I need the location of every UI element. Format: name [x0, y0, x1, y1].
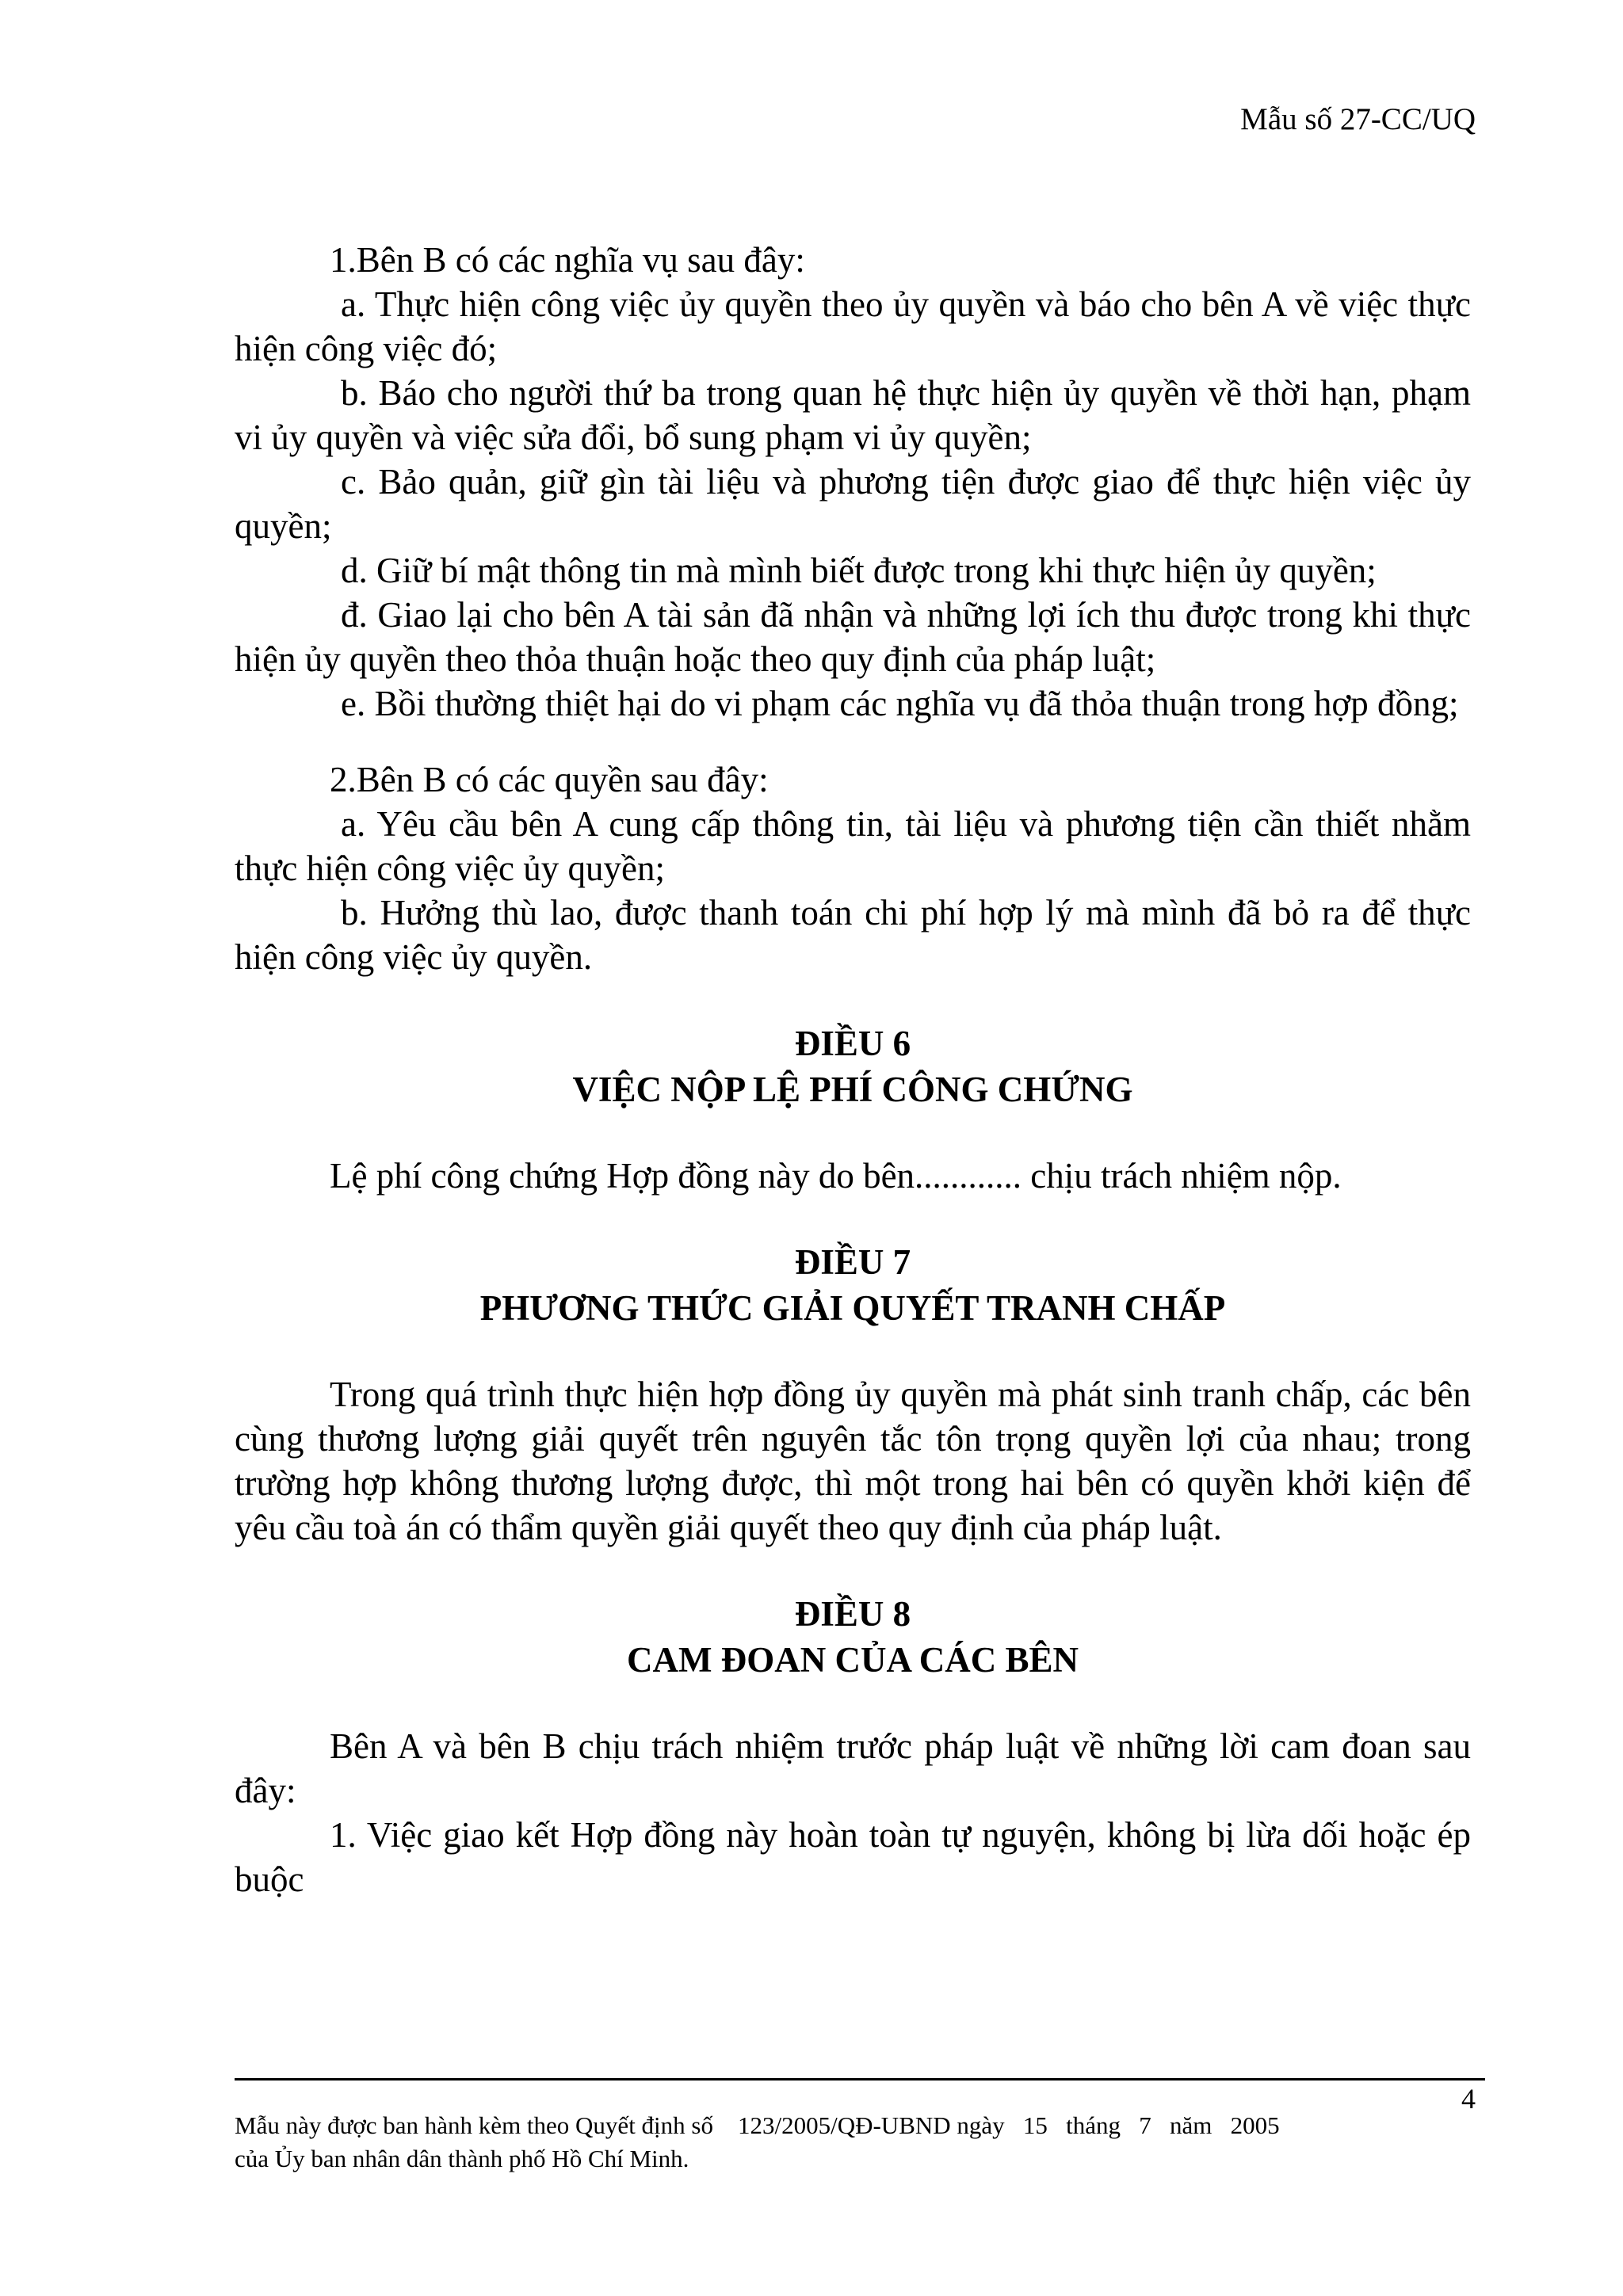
page-number: 4: [1461, 2083, 1476, 2115]
article-7-body: Trong quá trình thực hiện hợp đồng ủy quyền mà phát sinh tranh chấp, các bên cùng thương lượng giải quyết trên nguyên tắc tôn trọng quyền lợi của nhau; trong trường hợp không thương lượng được, thì một trong hai bên có quyền khởi kiện để yêu cầu toà án có thẩm quyền giải quyết theo quy định của pháp luật.: [235, 1375, 1471, 1547]
article-6-number: ĐIỀU 6: [794, 1024, 911, 1063]
obligation-item-dd: đ. Giao lại cho bên A tài sản đã nhận và những lợi ích thu được trong khi thực hiện ủy quyền theo thỏa thuận hoặc theo quy định của pháp luật;: [235, 595, 1471, 679]
obligation-item-b: b. Báo cho người thứ ba trong quan hệ thực hiện ủy quyền về thời hạn, phạm vi ủy quyền và việc sửa đổi, bổ sung phạm vi ủy quyền;: [235, 373, 1471, 457]
obligation-item-c: c. Bảo quản, giữ gìn tài liệu và phương tiện được giao để thực hiện việc ủy quyền;: [235, 462, 1471, 546]
footer-divider: [235, 2078, 1485, 2081]
article-6-title: VIỆC NỘP LỆ PHÍ CÔNG CHỨNG: [572, 1070, 1133, 1109]
article-7-number: ĐIỀU 7: [794, 1242, 911, 1282]
footer-note: [235, 2109, 1423, 2176]
footer-line-2: của Ủy ban nhân dân thành phố Hồ Chí Minh.: [235, 2145, 689, 2172]
spacer: [235, 1683, 1471, 1724]
spacer: [235, 979, 1471, 1020]
obligations-heading: 1.Bên B có các nghĩa vụ sau đây:: [330, 240, 805, 280]
spacer: [235, 1112, 1471, 1154]
rights-heading: 2.Bên B có các quyền sau đây:: [330, 760, 769, 799]
article-8-title: CAM ĐOAN CỦA CÁC BÊN: [627, 1640, 1079, 1680]
right-item-a: a. Yêu cầu bên A cung cấp thông tin, tài liệu và phương tiện cần thiết nhằm thực hiện công việc ủy quyền;: [235, 804, 1471, 888]
article-7-title: PHƯƠNG THỨC GIẢI QUYẾT TRANH CHẤP: [479, 1288, 1226, 1328]
footer-line-1: Mẫu này được ban hành kèm theo Quyết định số 123/2005/QĐ-UBND ngày 15 tháng 7 năm 2005: [235, 2111, 1280, 2139]
spacer: [235, 726, 1471, 757]
form-code: Mẫu số 27-CC/UQ: [1240, 102, 1476, 136]
spacer: [235, 1550, 1471, 1591]
article-8-intro: Bên A và bên B chịu trách nhiệm trước pháp luật về những lời cam đoan sau đây:: [235, 1726, 1471, 1810]
obligation-item-a: a. Thực hiện công việc ủy quyền theo ủy quyền và báo cho bên A về việc thực hiện công việc đó;: [235, 284, 1471, 368]
spacer: [235, 1331, 1471, 1372]
article-8-item-1: 1. Việc giao kết Hợp đồng này hoàn toàn tự nguyện, không bị lừa dối hoặc ép buộc: [235, 1815, 1471, 1899]
document-body: [235, 238, 1471, 1901]
obligation-item-d: d. Giữ bí mật thông tin mà mình biết được trong khi thực hiện ủy quyền;: [341, 551, 1377, 590]
obligation-item-e: e. Bồi thường thiệt hại do vi phạm các nghĩa vụ đã thỏa thuận trong hợp đồng;: [341, 684, 1459, 723]
spacer: [235, 1198, 1471, 1239]
right-item-b: b. Hưởng thù lao, được thanh toán chi phí hợp lý mà mình đã bỏ ra để thực hiện công việc ủy quyền.: [235, 893, 1471, 977]
article-6-body: Lệ phí công chứng Hợp đồng này do bên............ chịu trách nhiệm nộp.: [330, 1156, 1342, 1196]
article-8-number: ĐIỀU 8: [794, 1594, 911, 1634]
